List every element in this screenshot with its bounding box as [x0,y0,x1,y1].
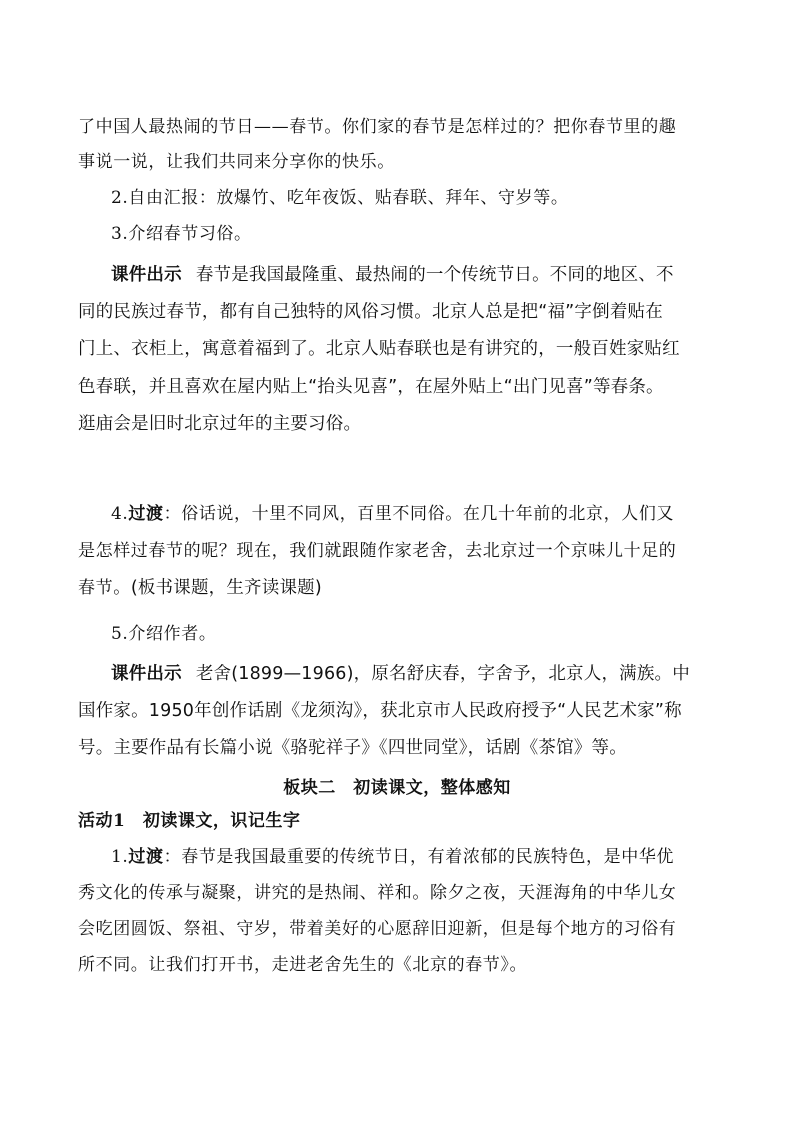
courseware-line [111,663,731,685]
transition-label: 过渡 [128,504,164,524]
courseware-text: 老舍(1899—1966)，原名舒庆春，字舍予，北京人，满族。中 [195,664,690,684]
courseware-line: 逛庙会是旧时北京过年的主要习俗。 [78,414,362,434]
courseware-text: 春节是我国最隆重、最热闹的一个传统节日。不同的地区、不 [195,265,674,285]
item-number: 4. [111,504,129,524]
courseware-line: 号。主要作品有长篇小说《骆驼祥子》《四世同堂》，话剧《茶馆》等。 [78,738,627,758]
list-item-3: 3.介绍春节习俗。 [111,224,252,244]
section-title: 板块二 初读课文，整体感知 [283,778,511,798]
paragraph-line: 了中国人最热闹的节日——春节。你们家的春节是怎样过的？把你春节里的趣 [78,117,677,137]
paragraph-line [78,577,728,599]
courseware-line: 门上、衣柜上，寓意着福到了。北京人贴春联也是有讲究的，一般百姓家贴红 [78,339,680,359]
paragraph-line: 事说一说，让我们共同来分享你的快乐。 [78,152,395,172]
list-item-5: 5.介绍作者。 [111,624,217,644]
list-item-4 [111,503,731,525]
item-text: ：俗话说，十里不同风，百里不同俗。在几十年前的北京，人们又 [163,504,675,524]
courseware-label: 课件出示 [111,265,182,285]
courseware-line: 同的民族过春节，都有自己独特的风俗习惯。北京人总是把“福”字倒着贴在 [78,302,663,322]
courseware-line: 色春联，并且喜欢在屋内贴上“抬头见喜”，在屋外贴上“出门见喜”等春条。 [78,377,664,397]
paragraph-line: 是怎样过春节的呢？现在，我们就跟随作家老舍，去北京过一个京味儿十足的 [78,541,677,561]
list-item-1 [111,846,731,868]
paragraph-text: 春节。 [78,578,131,598]
courseware-line [111,264,731,286]
courseware-label: 课件出示 [111,664,182,684]
paragraph-line: 秀文化的传承与凝聚，讲究的是热闹、祥和。除夕之夜，天涯海角的中华儿女 [78,883,677,903]
item-number: 1. [111,847,129,867]
item-text: ：春节是我国最重要的传统节日，有着浓郁的民族特色，是中华优 [163,847,675,867]
board-note: (板书课题，生齐读课题) [130,578,322,598]
list-item-2: 2.自由汇报：放爆竹、吃年夜饭、贴春联、拜年、守岁等。 [111,188,569,208]
activity-title: 活动1 初读课文，识记生字 [78,811,301,831]
paragraph-line: 所不同。让我们打开书，走进老舍先生的《北京的春节》。 [78,955,528,975]
courseware-line: 国作家。1950年创作话剧《龙须沟》，获北京市人民政府授予“人民艺术家”称 [78,701,682,721]
paragraph-line: 会吃团圆饭、祭祖、守岁，带着美好的心愿辞旧迎新，但是每个地方的习俗有 [78,919,677,939]
transition-label: 过渡 [128,847,164,867]
